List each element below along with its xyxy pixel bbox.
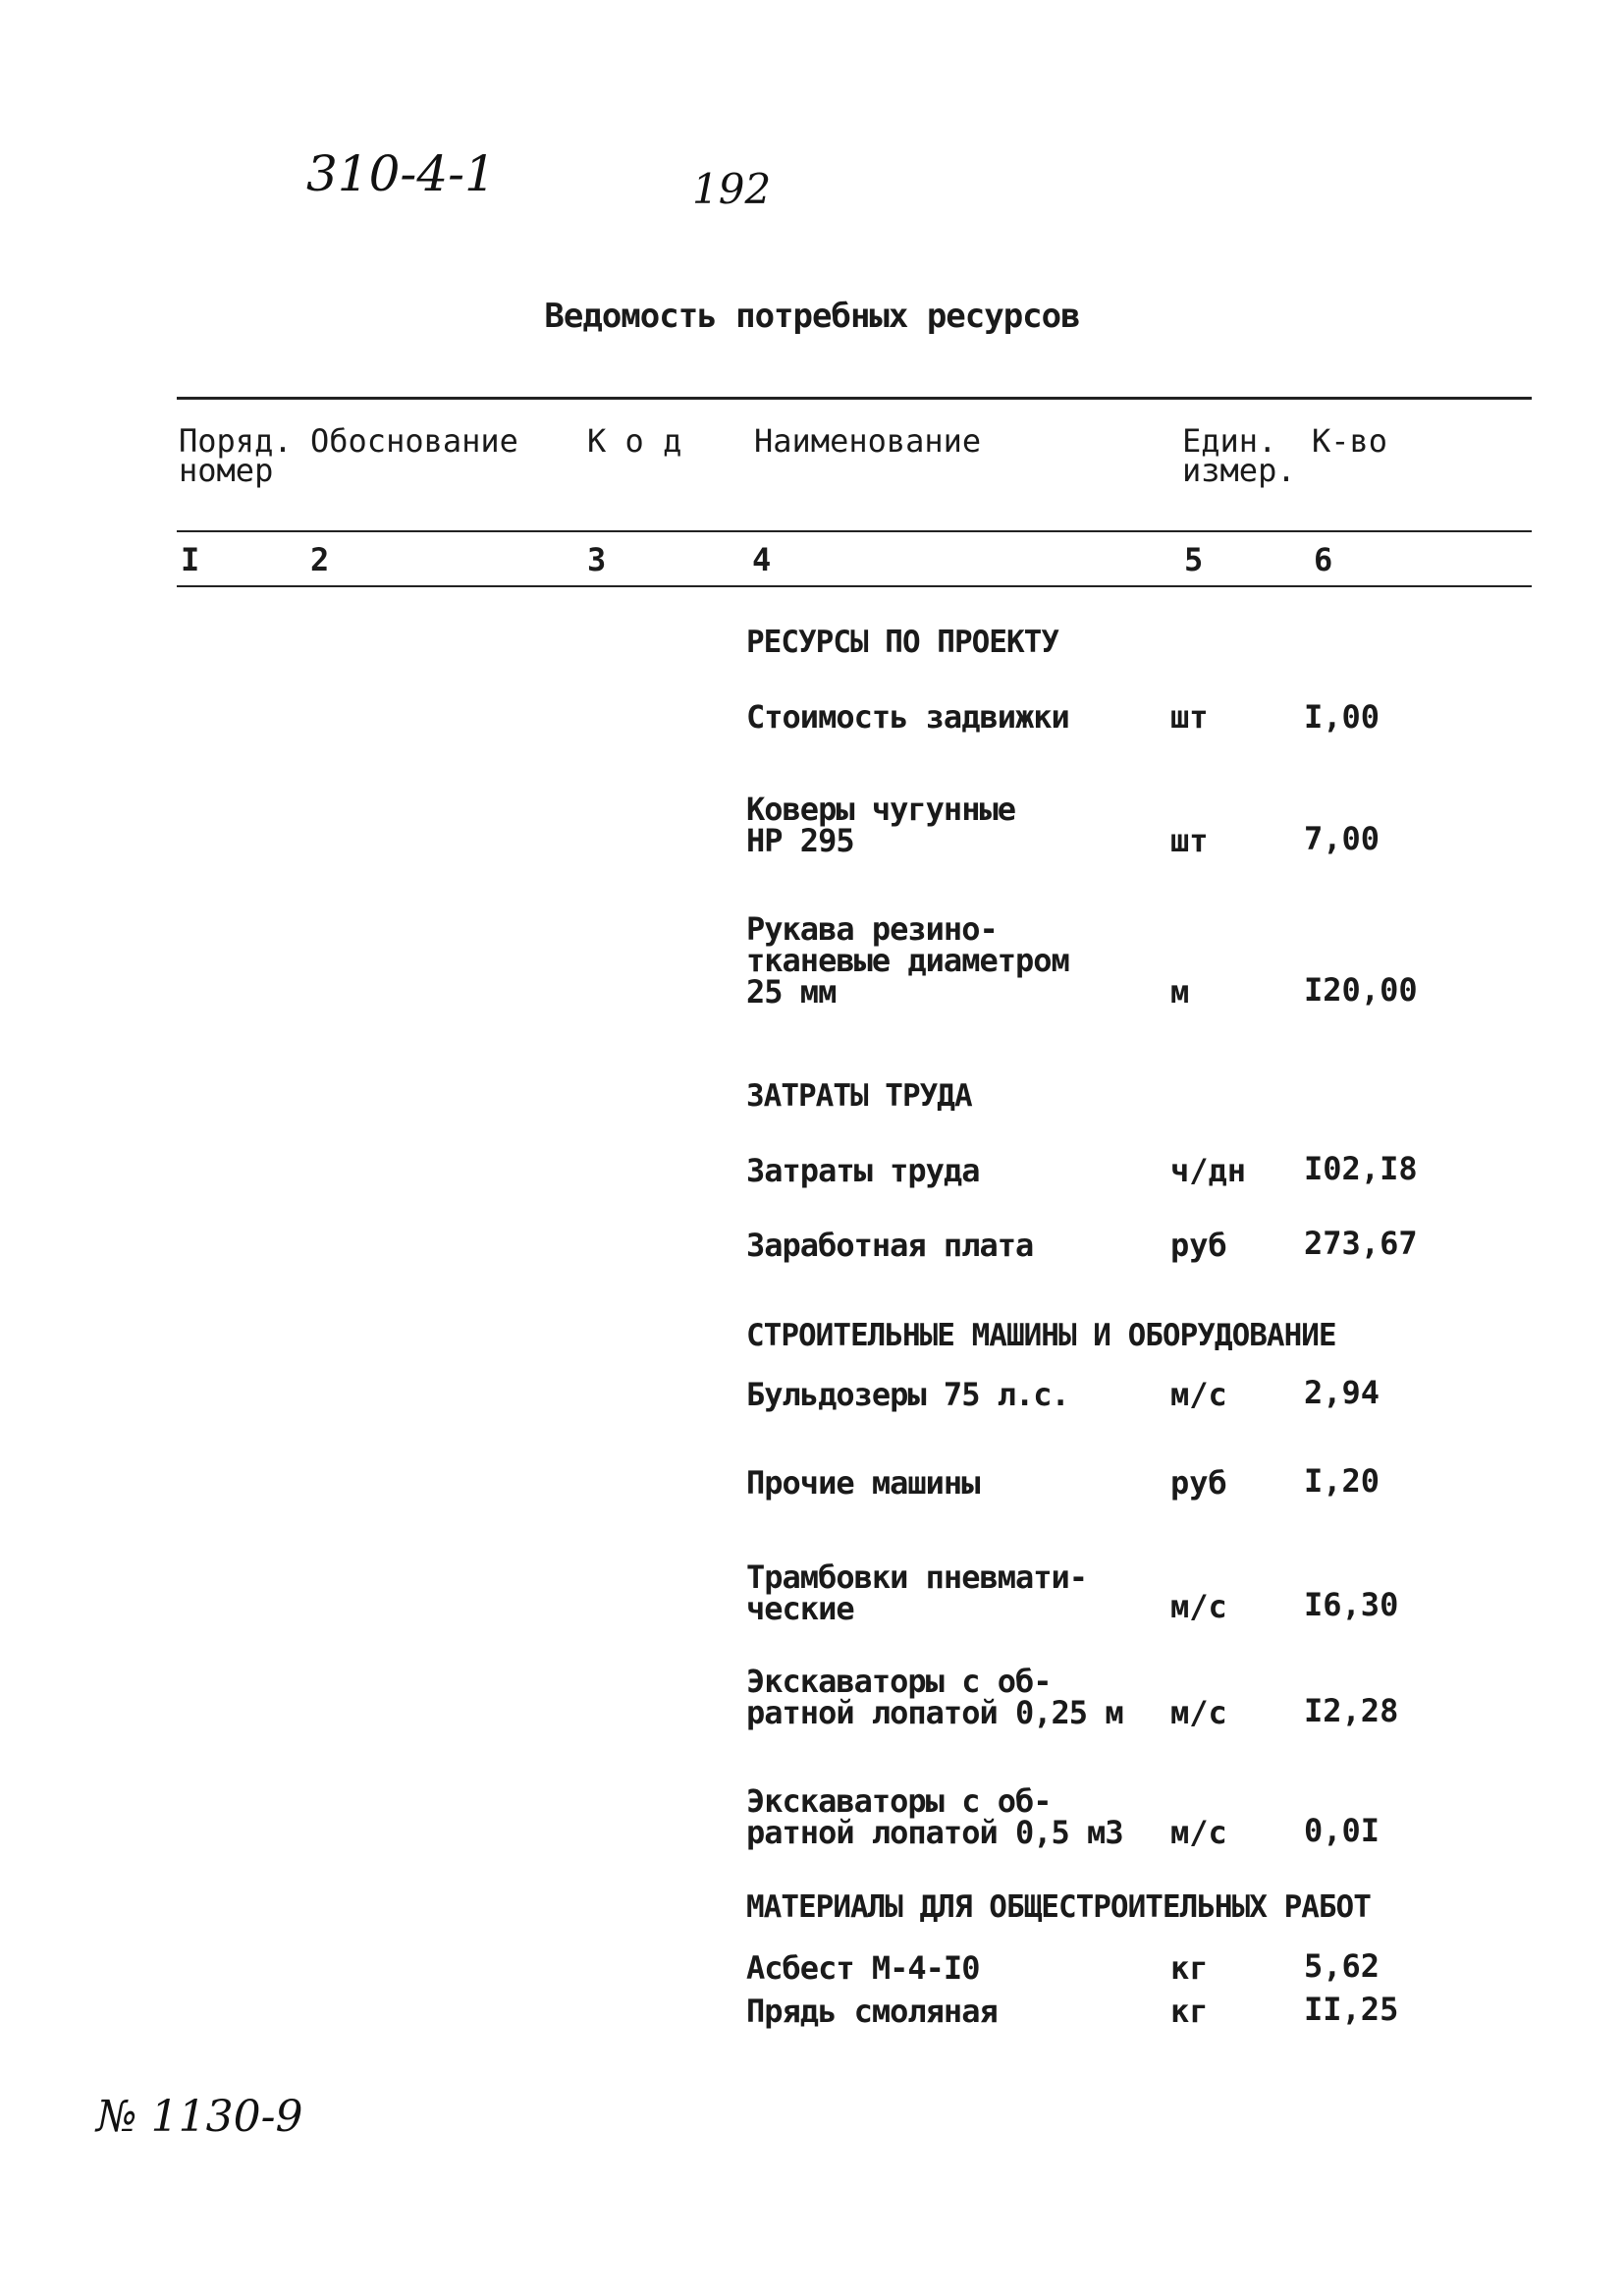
resource-name: Бульдозеры 75 л.с. — [746, 1376, 1069, 1413]
page-title: Ведомость потребных ресурсов — [544, 297, 1080, 336]
resource-name: Прядь смоляная — [746, 1993, 998, 2030]
header-name: Наименование — [754, 422, 982, 460]
header-basis: Обоснование — [310, 422, 518, 460]
resource-name: Заработная плата — [746, 1227, 1034, 1264]
resource-unit: м/с — [1170, 1376, 1227, 1413]
resource-quantity: 273,67 — [1304, 1225, 1418, 1262]
resource-unit: ч/дн — [1170, 1152, 1247, 1189]
resource-unit: м/с — [1170, 1814, 1227, 1851]
resource-quantity: I,00 — [1304, 698, 1380, 736]
resource-unit: руб — [1170, 1464, 1227, 1502]
column-number-5: 5 — [1184, 541, 1204, 578]
section-title-machines-equipment: СТРОИТЕЛЬНЫЕ МАШИНЫ И ОБОРУДОВАНИЕ — [746, 1318, 1336, 1353]
column-number-4: 4 — [752, 541, 772, 578]
handwritten-archive-number: № 1130-9 — [96, 2092, 303, 2142]
header-unit: Един. измер. — [1182, 422, 1296, 490]
resource-name: Экскаваторы с об- ратной лопатой 0,5 м3 — [746, 1782, 1123, 1851]
resource-unit: руб — [1170, 1227, 1227, 1264]
resource-unit: м/с — [1170, 1588, 1227, 1625]
header-code: К о д — [587, 422, 682, 460]
resource-name: Затраты труда — [746, 1152, 980, 1189]
section-title-project-resources: РЕСУРСЫ ПО ПРОЕКТУ — [746, 625, 1058, 660]
resource-unit: кг — [1170, 1949, 1209, 1987]
section-title-labor-costs: ЗАТРАТЫ ТРУДА — [746, 1078, 972, 1114]
resource-quantity: I2,28 — [1304, 1692, 1399, 1729]
resource-name: Коверы чугунные НР 295 — [746, 791, 1015, 859]
table-top-rule — [177, 397, 1532, 400]
resource-name: Трамбовки пневмати- ческие — [746, 1558, 1088, 1627]
header-bottom-rule — [177, 530, 1532, 532]
resource-unit: шт — [1170, 822, 1209, 859]
resource-quantity: 2,94 — [1304, 1374, 1380, 1411]
resource-quantity: I20,00 — [1304, 971, 1418, 1009]
resource-quantity: II,25 — [1304, 1991, 1399, 2028]
resource-quantity: 5,62 — [1304, 1947, 1380, 1985]
section-title-construction-materials: МАТЕРИАЛЫ ДЛЯ ОБЩЕСТРОИТЕЛЬНЫХ РАБОТ — [746, 1889, 1371, 1925]
resource-unit: шт — [1170, 698, 1209, 736]
column-number-2: 2 — [310, 541, 330, 578]
column-numbers-bottom-rule — [177, 585, 1532, 587]
column-number-1: I — [181, 541, 200, 578]
column-number-6: 6 — [1314, 541, 1333, 578]
resource-quantity: I6,30 — [1304, 1586, 1399, 1623]
handwritten-page-number: 192 — [692, 165, 772, 213]
handwritten-doc-code: 310-4-1 — [306, 145, 496, 202]
resource-name: Прочие машины — [746, 1464, 980, 1502]
resource-unit: м — [1170, 973, 1190, 1011]
resource-unit: м/с — [1170, 1694, 1227, 1731]
resource-quantity: I,20 — [1304, 1462, 1380, 1500]
resource-quantity: 7,00 — [1304, 820, 1380, 857]
resource-name: Стоимость задвижки — [746, 698, 1069, 736]
column-number-3: 3 — [587, 541, 607, 578]
resource-quantity: 0,0I — [1304, 1812, 1380, 1849]
header-quantity: К-во — [1312, 422, 1388, 460]
resource-name: Рукава резино- тканевые диаметром 25 мм — [746, 910, 1069, 1011]
resource-unit: кг — [1170, 1993, 1209, 2030]
resource-name: Асбест М-4-I0 — [746, 1949, 980, 1987]
header-row-number: Поряд. номер — [179, 422, 293, 490]
resource-quantity: I02,I8 — [1304, 1150, 1418, 1187]
resource-name: Экскаваторы с об- ратной лопатой 0,25 м — [746, 1663, 1123, 1731]
